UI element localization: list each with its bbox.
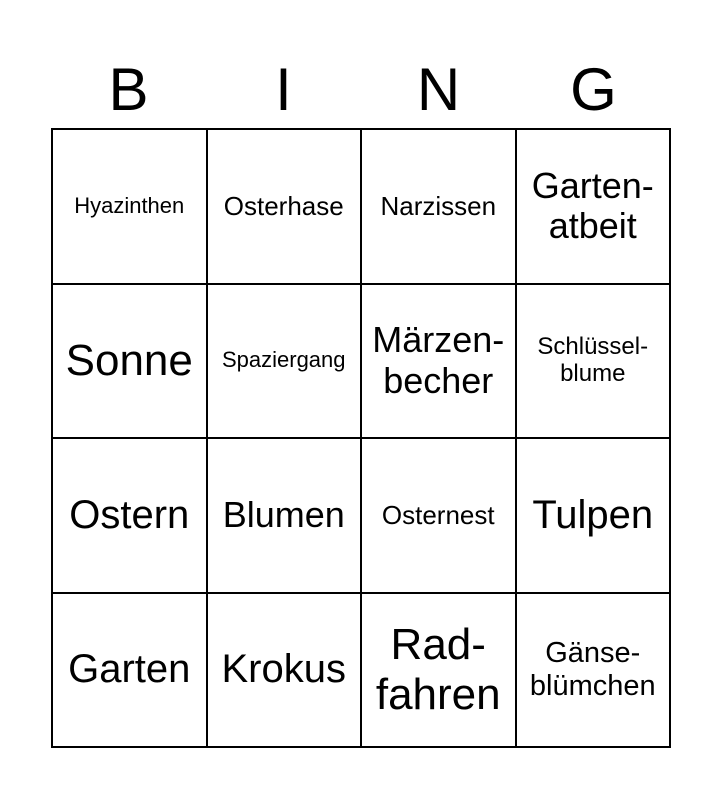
bingo-cell[interactable]: [208, 130, 363, 285]
cell-label: Rad- fahren: [375, 620, 501, 719]
cell-label: Sonne: [65, 336, 193, 386]
cell-label: Garten: [68, 647, 191, 692]
cell-label: Narzissen: [380, 190, 497, 221]
header-letter-i: I: [275, 56, 292, 123]
cell-label: Tulpen: [532, 492, 654, 537]
bingo-cell[interactable]: [208, 285, 363, 440]
header-letter-b: B: [108, 56, 149, 123]
cell-label: Hyazinthen: [74, 192, 185, 218]
bingo-cell[interactable]: [53, 285, 208, 440]
bingo-header: [51, 55, 671, 125]
cell-label: Gänse- blümchen: [529, 637, 656, 702]
bingo-cell[interactable]: [517, 439, 672, 594]
cell-label: Krokus: [221, 647, 346, 692]
cell-label: Osterhase: [223, 190, 344, 221]
header-letter-g: G: [570, 56, 617, 123]
cell-label: Blumen: [222, 494, 345, 536]
bingo-cell[interactable]: [208, 439, 363, 594]
bingo-cell[interactable]: [208, 594, 363, 749]
bingo-cell[interactable]: [53, 439, 208, 594]
bingo-cell[interactable]: [517, 594, 672, 749]
cell-label: Spaziergang: [221, 347, 346, 373]
bingo-cell[interactable]: [517, 130, 672, 285]
cell-label: Osternest: [381, 499, 495, 530]
header-letter-n: N: [416, 56, 461, 123]
bingo-cell[interactable]: [362, 439, 517, 594]
cell-label: Schlüssel- blume: [537, 332, 649, 387]
bingo-cell[interactable]: [53, 594, 208, 749]
bingo-cell[interactable]: [362, 130, 517, 285]
bingo-cell[interactable]: [362, 594, 517, 749]
cell-label: Ostern: [69, 492, 190, 537]
bingo-cell[interactable]: [53, 130, 208, 285]
cell-label: Garten- atbeit: [531, 164, 654, 247]
bingo-grid: [51, 128, 671, 748]
bingo-cell[interactable]: [362, 285, 517, 440]
bingo-cell[interactable]: [517, 285, 672, 440]
cell-label: Märzen- becher: [372, 319, 505, 401]
